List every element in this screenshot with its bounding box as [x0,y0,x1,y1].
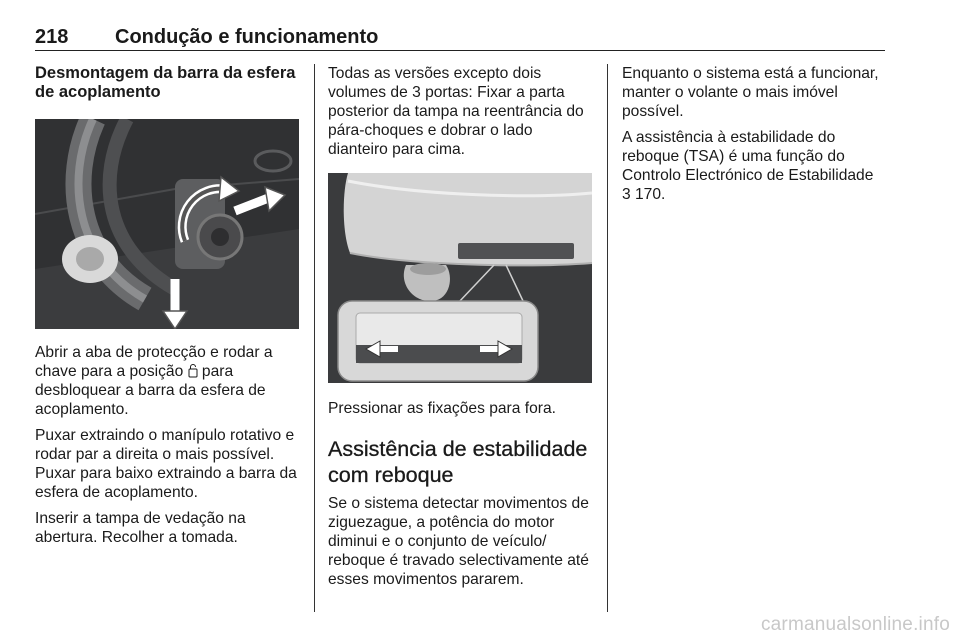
page-number: 218 [35,26,69,48]
watermark: carmanualsonline.info [760,614,950,635]
paragraph: Enquanto o sistema está a funcionar, manter o volante o mais imóvel possível. [622,65,879,120]
paragraph: Inserir a tampa de vedação na abertura. Recolher a tomada. [35,510,246,546]
paragraph: A assistência à estabilidade do reboque (TSA) é uma função do Controlo Electrónico de Estabilidade 3 170. [622,129,874,203]
paragraph: Pressionar as fixações para fora. [328,400,556,417]
column-divider [607,64,608,612]
paragraph: Se o sistema detectar movimentos de ziguezague, a potência do motor diminui e o conjunto de veículo/ reboque é travado selectivamente até esses movimentos pararem. [328,495,589,588]
column-right [622,64,886,204]
bumper-cover-illustration [328,173,592,383]
paragraph: Todas as versões excepto dois volumes de 3 portas: Fixar a parta posterior da tampa na reentrância do pára-choques e dobrar o lado dianteiro para cima. [328,65,584,158]
towbar-removal-illustration [35,119,299,329]
column-left [35,64,299,547]
paragraph: Puxar extraindo o manípulo rotativo e rodar par a direita o mais possível. Puxar para baixo extraindo a barra da esfera de acoplamento. [35,427,297,501]
column-middle [328,64,592,589]
running-title: Condução e funcionamento [115,26,379,48]
column-divider [314,64,315,612]
page-header [35,26,885,51]
key-position-icon [188,364,198,378]
section-heading: Desmontagem da barra da esfera de acoplamento [35,64,296,101]
page-reference[interactable]: 3 170. [622,186,666,203]
section-title: Assistência de estabilidade com reboque [328,437,588,487]
paragraph: Abrir a aba de protecção e rodar a chave para a posição para desbloquear a barra da esfera de acoplamento. [35,344,273,418]
